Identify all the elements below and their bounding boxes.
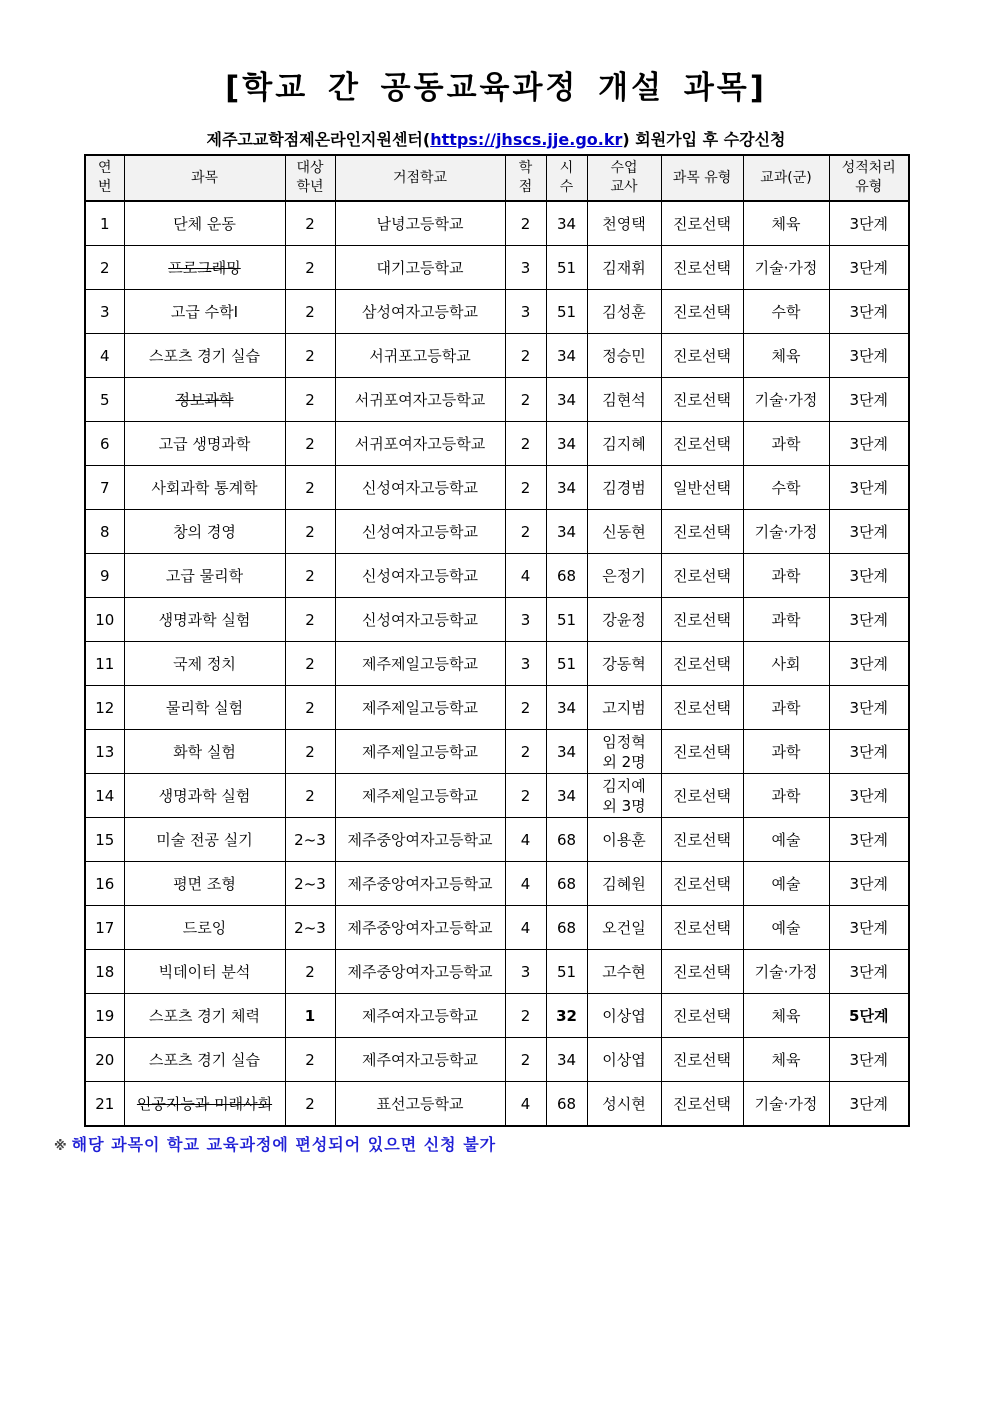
cell-subject: 화학 실험: [124, 730, 285, 774]
cell-hours: 34: [546, 686, 587, 730]
cell-grade: 2: [285, 950, 335, 994]
course-table: [84, 154, 910, 1127]
cell-eval: 3단계: [829, 422, 909, 466]
table-row: [85, 906, 909, 950]
cell-eval: 3단계: [829, 642, 909, 686]
cell-school: 신성여자고등학교: [335, 510, 505, 554]
cell-teacher: 김현석: [587, 378, 661, 422]
cell-teacher: 김재휘: [587, 246, 661, 290]
cell-credit: 2: [505, 510, 546, 554]
cell-no: 3: [85, 290, 124, 334]
header-credit: 학 점: [505, 155, 546, 201]
cell-eval: 3단계: [829, 201, 909, 246]
table-row: [85, 642, 909, 686]
cell-teacher: 이상엽: [587, 1038, 661, 1082]
cell-eval: 3단계: [829, 862, 909, 906]
cell-credit: 2: [505, 466, 546, 510]
cell-subject: 창의 경영: [124, 510, 285, 554]
cell-type: 일반선택: [661, 466, 743, 510]
note-mark: ※: [54, 1139, 68, 1154]
cell-subject: 스포츠 경기 실습: [124, 334, 285, 378]
cell-area: 기술·가정: [743, 246, 829, 290]
cell-area: 기술·가정: [743, 378, 829, 422]
header-grade: 대상 학년: [285, 155, 335, 201]
cell-area: 사회: [743, 642, 829, 686]
table-row: [85, 201, 909, 246]
cell-no: 1: [85, 201, 124, 246]
cell-teacher: 김경범: [587, 466, 661, 510]
cell-area: 과학: [743, 422, 829, 466]
cell-grade: 2~3: [285, 818, 335, 862]
cell-no: 6: [85, 422, 124, 466]
cell-grade: 2: [285, 201, 335, 246]
cell-hours: 51: [546, 290, 587, 334]
cell-school: 신성여자고등학교: [335, 554, 505, 598]
cell-area: 수학: [743, 466, 829, 510]
cell-school: 제주중앙여자고등학교: [335, 818, 505, 862]
cell-area: 예술: [743, 862, 829, 906]
cell-grade: 2~3: [285, 906, 335, 950]
cell-type: 진로선택: [661, 201, 743, 246]
cell-subject: 생명과학 실험: [124, 598, 285, 642]
cell-no: 8: [85, 510, 124, 554]
cell-subject: 빅데이터 분석: [124, 950, 285, 994]
header-subject: 과목: [124, 155, 285, 201]
cell-eval: 3단계: [829, 246, 909, 290]
cell-eval: 3단계: [829, 290, 909, 334]
cell-teacher: 정승민: [587, 334, 661, 378]
cell-hours: 68: [546, 818, 587, 862]
cell-type: 진로선택: [661, 818, 743, 862]
cell-teacher: 오건일: [587, 906, 661, 950]
cell-credit: 2: [505, 686, 546, 730]
cell-area: 기술·가정: [743, 510, 829, 554]
cell-type: 진로선택: [661, 906, 743, 950]
cell-school: 신성여자고등학교: [335, 598, 505, 642]
cell-no: 17: [85, 906, 124, 950]
table-row: [85, 510, 909, 554]
cell-school: 제주여자고등학교: [335, 994, 505, 1038]
cell-school: 제주중앙여자고등학교: [335, 950, 505, 994]
cell-hours: 34: [546, 378, 587, 422]
cell-area: 과학: [743, 686, 829, 730]
table-row: [85, 378, 909, 422]
cell-credit: 3: [505, 642, 546, 686]
cell-teacher: 임정혁 외 2명: [587, 730, 661, 774]
cell-eval: 5단계: [829, 994, 909, 1038]
cell-credit: 3: [505, 950, 546, 994]
header-hours: 시 수: [546, 155, 587, 201]
cell-subject: 인공지능과 미래사회: [124, 1082, 285, 1127]
cell-school: 서귀포여자고등학교: [335, 422, 505, 466]
cell-hours: 34: [546, 334, 587, 378]
cell-hours: 34: [546, 1038, 587, 1082]
cell-eval: 3단계: [829, 334, 909, 378]
table-row: [85, 1082, 909, 1127]
table-row: [85, 466, 909, 510]
note: [54, 1132, 496, 1155]
cell-credit: 2: [505, 201, 546, 246]
cell-area: 체육: [743, 201, 829, 246]
cell-grade: 2: [285, 730, 335, 774]
cell-area: 과학: [743, 598, 829, 642]
cell-school: 제주제일고등학교: [335, 730, 505, 774]
cell-grade: 2: [285, 246, 335, 290]
cell-subject: 프로그래밍: [124, 246, 285, 290]
cell-school: 삼성여자고등학교: [335, 290, 505, 334]
cell-school: 제주제일고등학교: [335, 686, 505, 730]
cell-credit: 2: [505, 730, 546, 774]
cell-type: 진로선택: [661, 1038, 743, 1082]
cell-eval: 3단계: [829, 510, 909, 554]
table-row: [85, 862, 909, 906]
table-row: [85, 422, 909, 466]
cell-area: 과학: [743, 730, 829, 774]
cell-eval: 3단계: [829, 598, 909, 642]
cell-area: 예술: [743, 906, 829, 950]
cell-credit: 2: [505, 334, 546, 378]
header-area: 교과(군): [743, 155, 829, 201]
cell-teacher: 김성훈: [587, 290, 661, 334]
cell-grade: 2: [285, 290, 335, 334]
cell-teacher: 은정기: [587, 554, 661, 598]
cell-no: 2: [85, 246, 124, 290]
cell-teacher: 천영택: [587, 201, 661, 246]
cell-grade: 2: [285, 334, 335, 378]
table-row: [85, 686, 909, 730]
cell-type: 진로선택: [661, 554, 743, 598]
cell-eval: 3단계: [829, 774, 909, 818]
cell-hours: 51: [546, 642, 587, 686]
cell-area: 체육: [743, 994, 829, 1038]
cell-teacher: 이용훈: [587, 818, 661, 862]
cell-teacher: 고지범: [587, 686, 661, 730]
cell-subject: 미술 전공 실기: [124, 818, 285, 862]
cell-no: 13: [85, 730, 124, 774]
cell-school: 서귀포고등학교: [335, 334, 505, 378]
cell-hours: 34: [546, 422, 587, 466]
table-row: [85, 994, 909, 1038]
cell-teacher: 김지혜: [587, 422, 661, 466]
page-title: [학교 간 공동교육과정 개설 과목]: [225, 70, 767, 106]
cell-credit: 2: [505, 422, 546, 466]
cell-hours: 51: [546, 246, 587, 290]
table-row: [85, 290, 909, 334]
cell-credit: 4: [505, 906, 546, 950]
header-teacher: 수업 교사: [587, 155, 661, 201]
cell-school: 서귀포여자고등학교: [335, 378, 505, 422]
table-row: [85, 246, 909, 290]
cell-grade: 2: [285, 774, 335, 818]
cell-grade: 2: [285, 686, 335, 730]
cell-area: 체육: [743, 334, 829, 378]
cell-subject: 단체 운동: [124, 201, 285, 246]
cell-hours: 32: [546, 994, 587, 1038]
cell-type: 진로선택: [661, 1082, 743, 1127]
cell-no: 9: [85, 554, 124, 598]
table-row: [85, 598, 909, 642]
cell-grade: 2: [285, 1038, 335, 1082]
cell-school: 대기고등학교: [335, 246, 505, 290]
cell-area: 예술: [743, 818, 829, 862]
header-row: [85, 155, 909, 201]
cell-type: 진로선택: [661, 642, 743, 686]
cell-subject: 고급 수학Ⅰ: [124, 290, 285, 334]
cell-area: 수학: [743, 290, 829, 334]
cell-area: 기술·가정: [743, 1082, 829, 1127]
cell-no: 5: [85, 378, 124, 422]
cell-type: 진로선택: [661, 598, 743, 642]
table-row: [85, 774, 909, 818]
header-no: 연 번: [85, 155, 124, 201]
cell-no: 21: [85, 1082, 124, 1127]
cell-no: 10: [85, 598, 124, 642]
cell-grade: 2~3: [285, 862, 335, 906]
cell-credit: 2: [505, 994, 546, 1038]
cell-school: 제주중앙여자고등학교: [335, 906, 505, 950]
cell-grade: 2: [285, 598, 335, 642]
cell-teacher: 성시현: [587, 1082, 661, 1127]
cell-no: 4: [85, 334, 124, 378]
cell-credit: 3: [505, 246, 546, 290]
cell-subject: 국제 정치: [124, 642, 285, 686]
cell-type: 진로선택: [661, 422, 743, 466]
cell-area: 기술·가정: [743, 950, 829, 994]
cell-teacher: 강윤정: [587, 598, 661, 642]
subtitle: [0, 127, 992, 150]
cell-eval: 3단계: [829, 950, 909, 994]
header-type: 과목 유형: [661, 155, 743, 201]
center-link[interactable]: https://jhscs.jje.go.kr: [430, 130, 623, 149]
subtitle-prefix: 제주고교학점제온라인지원센터(: [206, 130, 431, 149]
cell-no: 12: [85, 686, 124, 730]
note-text: 해당 과목이 학교 교육과정에 편성되어 있으면 신청 불가: [71, 1135, 497, 1154]
cell-type: 진로선택: [661, 290, 743, 334]
header-eval: 성적처리 유형: [829, 155, 909, 201]
cell-teacher: 이상엽: [587, 994, 661, 1038]
cell-subject: 사회과학 통계학: [124, 466, 285, 510]
cell-eval: 3단계: [829, 1038, 909, 1082]
subtitle-suffix: ) 회원가입 후 수강신청: [622, 130, 786, 149]
table-row: [85, 950, 909, 994]
cell-type: 진로선택: [661, 862, 743, 906]
cell-teacher: 강동혁: [587, 642, 661, 686]
cell-eval: 3단계: [829, 466, 909, 510]
cell-subject: 고급 생명과학: [124, 422, 285, 466]
cell-hours: 34: [546, 510, 587, 554]
cell-credit: 3: [505, 290, 546, 334]
cell-type: 진로선택: [661, 246, 743, 290]
cell-subject: 스포츠 경기 실습: [124, 1038, 285, 1082]
cell-subject: 물리학 실험: [124, 686, 285, 730]
cell-hours: 68: [546, 862, 587, 906]
cell-hours: 68: [546, 906, 587, 950]
cell-eval: 3단계: [829, 818, 909, 862]
cell-school: 제주중앙여자고등학교: [335, 862, 505, 906]
cell-grade: 2: [285, 1082, 335, 1127]
cell-no: 7: [85, 466, 124, 510]
cell-type: 진로선택: [661, 510, 743, 554]
table-row: [85, 730, 909, 774]
cell-no: 16: [85, 862, 124, 906]
cell-eval: 3단계: [829, 730, 909, 774]
cell-credit: 2: [505, 378, 546, 422]
cell-no: 20: [85, 1038, 124, 1082]
cell-hours: 34: [546, 466, 587, 510]
cell-grade: 2: [285, 554, 335, 598]
cell-credit: 4: [505, 818, 546, 862]
cell-grade: 2: [285, 466, 335, 510]
cell-school: 신성여자고등학교: [335, 466, 505, 510]
cell-type: 진로선택: [661, 334, 743, 378]
cell-credit: 4: [505, 554, 546, 598]
cell-type: 진로선택: [661, 686, 743, 730]
cell-hours: 51: [546, 950, 587, 994]
cell-subject: 정보과학: [124, 378, 285, 422]
cell-hours: 51: [546, 598, 587, 642]
table-row: [85, 554, 909, 598]
cell-school: 표선고등학교: [335, 1082, 505, 1127]
cell-subject: 생명과학 실험: [124, 774, 285, 818]
table-row: [85, 1038, 909, 1082]
cell-subject: 평면 조형: [124, 862, 285, 906]
cell-teacher: 김혜원: [587, 862, 661, 906]
cell-grade: 2: [285, 510, 335, 554]
cell-no: 18: [85, 950, 124, 994]
cell-credit: 3: [505, 598, 546, 642]
cell-school: 제주제일고등학교: [335, 642, 505, 686]
cell-eval: 3단계: [829, 378, 909, 422]
cell-credit: 4: [505, 862, 546, 906]
cell-eval: 3단계: [829, 906, 909, 950]
cell-teacher: 김지예 외 3명: [587, 774, 661, 818]
cell-eval: 3단계: [829, 686, 909, 730]
course-rows: [85, 201, 909, 1126]
cell-school: 제주여자고등학교: [335, 1038, 505, 1082]
cell-teacher: 고수현: [587, 950, 661, 994]
cell-grade: 2: [285, 378, 335, 422]
cell-no: 19: [85, 994, 124, 1038]
cell-grade: 1: [285, 994, 335, 1038]
cell-area: 체육: [743, 1038, 829, 1082]
cell-school: 제주제일고등학교: [335, 774, 505, 818]
cell-no: 14: [85, 774, 124, 818]
header-school: 거점학교: [335, 155, 505, 201]
cell-subject: 스포츠 경기 체력: [124, 994, 285, 1038]
cell-hours: 34: [546, 774, 587, 818]
cell-type: 진로선택: [661, 774, 743, 818]
cell-school: 남녕고등학교: [335, 201, 505, 246]
cell-no: 11: [85, 642, 124, 686]
cell-credit: 4: [505, 1082, 546, 1127]
cell-type: 진로선택: [661, 730, 743, 774]
cell-subject: 고급 물리학: [124, 554, 285, 598]
cell-type: 진로선택: [661, 950, 743, 994]
cell-subject: 드로잉: [124, 906, 285, 950]
cell-grade: 2: [285, 642, 335, 686]
cell-grade: 2: [285, 422, 335, 466]
cell-area: 과학: [743, 774, 829, 818]
cell-credit: 2: [505, 1038, 546, 1082]
cell-hours: 68: [546, 554, 587, 598]
cell-type: 진로선택: [661, 994, 743, 1038]
cell-area: 과학: [743, 554, 829, 598]
cell-credit: 2: [505, 774, 546, 818]
cell-hours: 34: [546, 730, 587, 774]
cell-hours: 34: [546, 201, 587, 246]
cell-hours: 68: [546, 1082, 587, 1127]
cell-teacher: 신동현: [587, 510, 661, 554]
cell-eval: 3단계: [829, 1082, 909, 1127]
table-row: [85, 334, 909, 378]
cell-no: 15: [85, 818, 124, 862]
cell-eval: 3단계: [829, 554, 909, 598]
table-row: [85, 818, 909, 862]
cell-type: 진로선택: [661, 378, 743, 422]
